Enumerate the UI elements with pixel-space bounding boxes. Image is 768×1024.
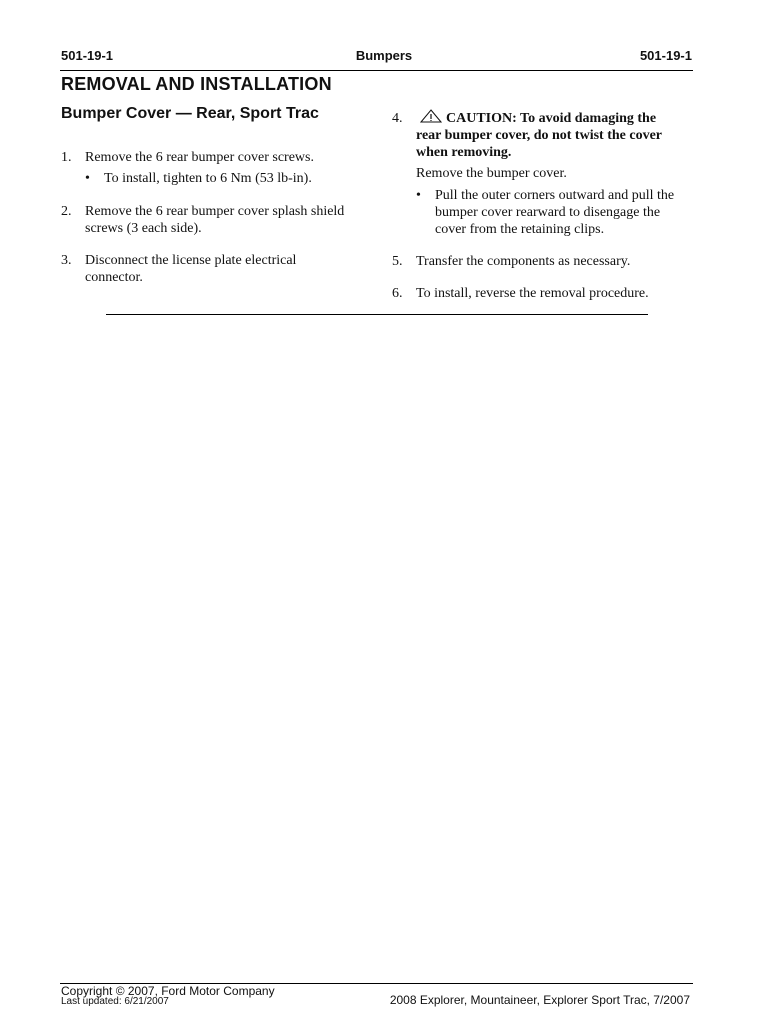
bullet-marker: • [85,171,90,186]
header-rule [60,70,693,71]
warning-triangle-icon [420,109,442,123]
step-text-line-1: Remove the 6 rear bumper cover splash shield [85,204,345,219]
step-2 [61,203,371,237]
step-text-line-1: Disconnect the license plate electrical [85,253,297,268]
step-number: 4. [392,111,403,126]
footer-copyright: Copyright © 2007, Ford Motor Company [61,984,275,998]
bullet-text-line-3: cover from the retaining clips. [435,222,605,237]
step-number: 3. [61,253,72,268]
footer-last-updated: Last updated: 6/21/2007 [61,996,169,1007]
header-section-name: Bumpers [355,48,413,63]
caution-line-3: when removing. [416,145,512,160]
step-number: 2. [61,204,72,219]
caution-line-2: rear bumper cover, do not twist the cover [416,128,662,143]
step-text: Transfer the components as necessary. [416,254,631,269]
step-text: To install, reverse the removal procedure. [416,286,649,301]
step-number: 6. [392,286,403,301]
header-section-number-left: 501-19-1 [61,48,114,63]
procedure-title: Bumper Cover — Rear, Sport Trac [61,105,319,122]
step-text-line-2: connector. [85,270,143,285]
caution-line-1 [416,109,656,127]
step-3 [61,252,371,286]
bullet-marker: • [416,188,421,203]
bullet-text-line-1: Pull the outer corners outward and pull the [435,188,675,203]
header-section-number-right: 501-19-1 [639,48,692,63]
footer-publication: 2008 Explorer, Mountaineer, Explorer Sport Trac, 7/2007 [389,993,690,1007]
step-number: 5. [392,254,403,269]
bullet-text: To install, tighten to 6 Nm (53 lb-in). [104,171,312,186]
step-text: Remove the 6 rear bumper cover screws. [85,150,314,165]
bullet-text-line-2: bumper cover rearward to disengage the [435,205,661,220]
step-text: Remove the bumper cover. [416,166,567,181]
caution-text: CAUTION: To avoid damaging the [446,111,657,126]
step-4 [392,108,702,168]
end-of-procedure-rule [106,314,648,315]
step-number: 1. [61,150,72,165]
section-title: REMOVAL AND INSTALLATION [61,74,332,94]
step-text-line-2: screws (3 each side). [85,221,202,236]
